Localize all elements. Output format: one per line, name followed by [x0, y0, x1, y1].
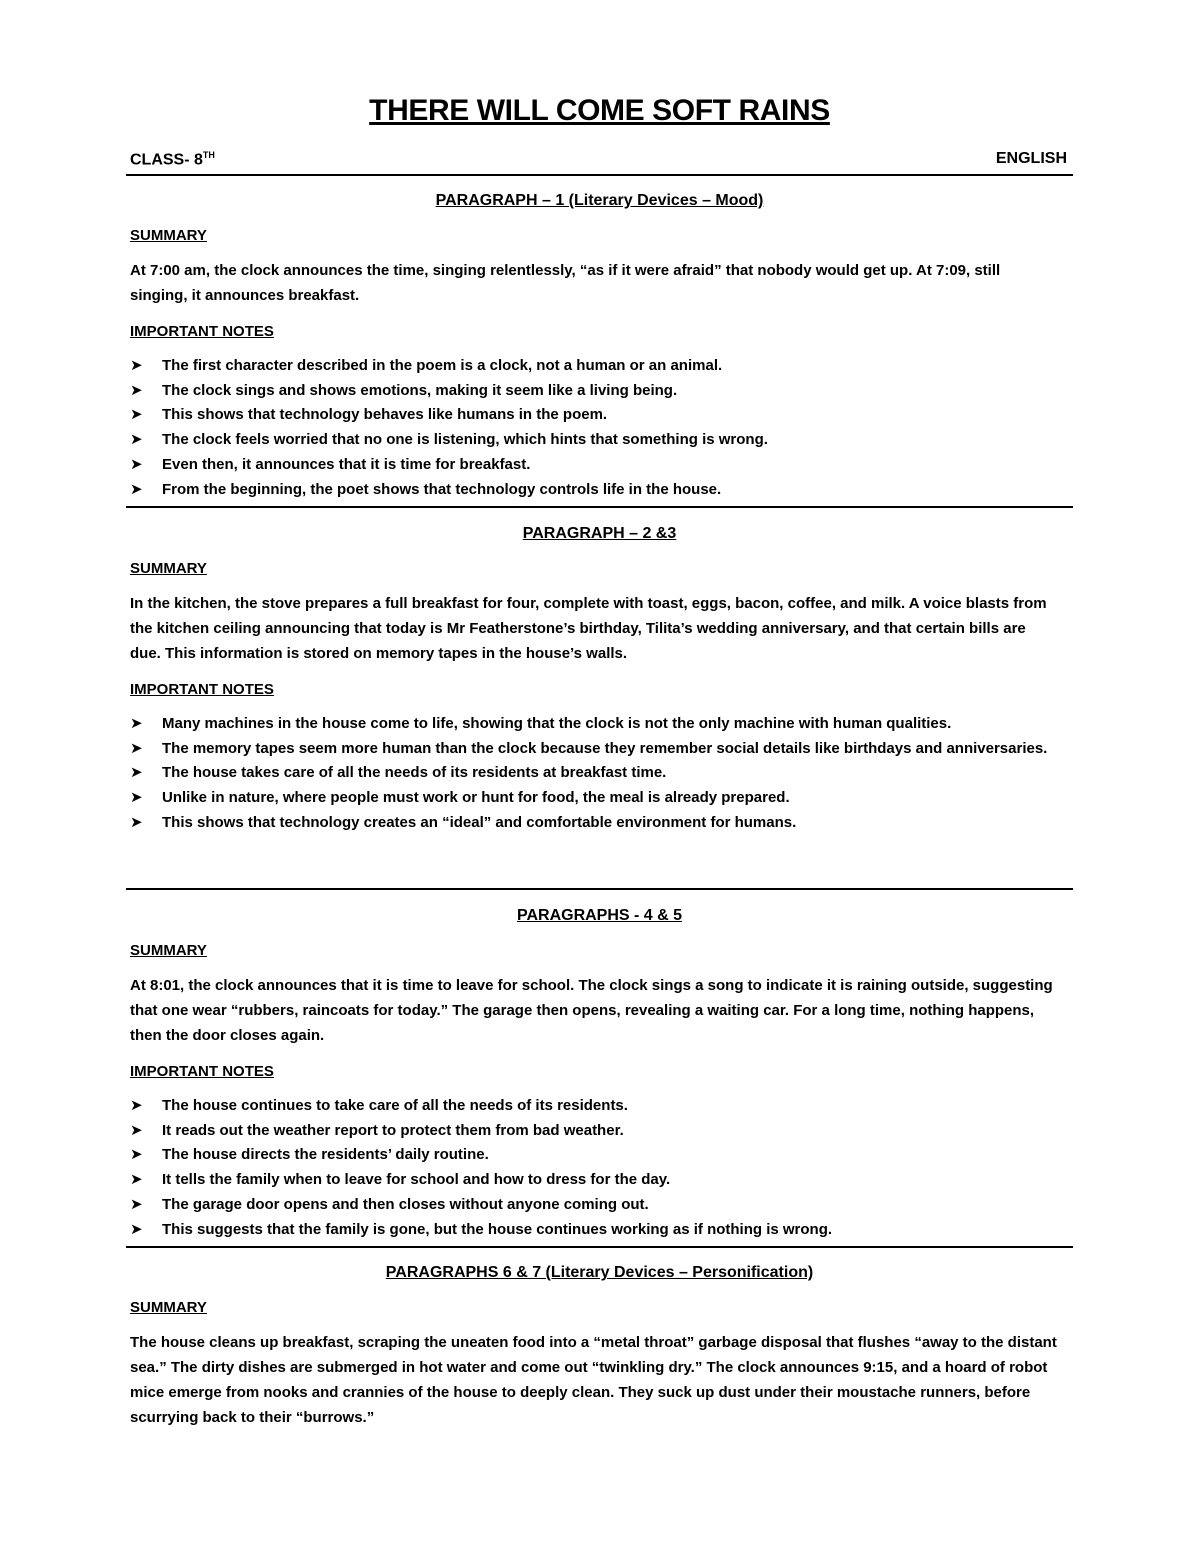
arrowhead-bullet-icon: ➤ [130, 1121, 143, 1139]
list-item: ➤ The house takes care of all the needs of its residents at breakfast time. [130, 761, 1062, 786]
list-item: ➤ Unlike in nature, where people must work or hunt for food, the meal is already prepared. [130, 786, 1062, 811]
summary-text: At 7:00 am, the clock announces the time, singing relentlessly, “as if it were afraid” that nobody would get up. At 7:09, still singing, it announces breakfast. [130, 262, 1001, 304]
summary-label: SUMMARY [130, 227, 207, 244]
section-heading: PARAGRAPHS 6 & 7 (Literary Devices – Personification) [385, 1264, 814, 1281]
list-item: ➤ It tells the family when to leave for school and how to dress for the day. [130, 1168, 1062, 1193]
list-item: ➤ This shows that technology behaves like humans in the poem. [130, 403, 1062, 428]
section-paragraphs-6-7 [126, 1262, 1073, 1430]
arrowhead-bullet-icon: ➤ [130, 1195, 143, 1213]
arrowhead-bullet-icon: ➤ [130, 764, 143, 782]
list-item: ➤ This shows that technology creates an “ideal” and comfortable environment for humans. [130, 811, 1062, 836]
summary-label: SUMMARY [130, 1299, 207, 1316]
arrowhead-bullet-icon: ➤ [130, 455, 143, 473]
notes-label: IMPORTANT NOTES [130, 323, 274, 340]
section-divider [126, 1246, 1073, 1248]
section-paragraphs-4-5 [126, 905, 1073, 1242]
section-divider [126, 888, 1073, 890]
arrowhead-bullet-icon: ➤ [130, 715, 143, 732]
document-title: THERE WILL COME SOFT RAINS [369, 94, 830, 127]
list-item: ➤ The house continues to take care of all the needs of its residents. [130, 1094, 1062, 1119]
summary-text: In the kitchen, the stove prepares a full breakfast for four, complete with toast, eggs, bacon, coffee, and milk. A voice blasts from the kitchen ceiling announcing that today is Mr Featherstone’s birthday, Tilita’s wedding anniversary, and that certain bills are due. This information is stored on memory tapes in the house’s walls. [130, 595, 1047, 662]
arrowhead-bullet-icon: ➤ [130, 431, 143, 449]
list-item: ➤ The first character described in the poem is a clock, not a human or an animal. [130, 354, 1062, 379]
class-subject-row [126, 148, 1073, 176]
list-item: ➤ This suggests that the family is gone, but the house continues working as if nothing is wrong. [130, 1218, 1062, 1243]
section-paragraph-1 [126, 190, 1073, 502]
arrowhead-bullet-icon: ➤ [130, 381, 143, 399]
arrowhead-bullet-icon: ➤ [130, 1220, 143, 1238]
notes-label: IMPORTANT NOTES [130, 1063, 274, 1080]
section-heading: PARAGRAPHS - 4 & 5 [516, 907, 683, 924]
notes-list [130, 1094, 1073, 1242]
summary-text: The house cleans up breakfast, scraping the uneaten food into a “metal throat” garbage disposal that flushes “away to the distant sea.” The dirty dishes are submerged in hot water and come out “twinkling dry.” The clock announces 9:15, and a hoard of robot mice emerge from nooks and crannies of the house to deeply clean. They suck up dust under their moustache runners, before scurrying back to their “burrows.” [130, 1334, 1057, 1426]
list-item: ➤ The clock sings and shows emotions, making it seem like a living being. [130, 379, 1062, 404]
arrowhead-bullet-icon: ➤ [130, 739, 143, 757]
arrowhead-bullet-icon: ➤ [130, 1171, 143, 1189]
subject-label: ENGLISH [995, 150, 1067, 167]
arrowhead-bullet-icon: ➤ [130, 480, 143, 498]
list-item: ➤ Even then, it announces that it is time for breakfast. [130, 453, 1062, 478]
arrowhead-bullet-icon: ➤ [130, 789, 143, 807]
list-item: ➤ The garage door opens and then closes without anyone coming out. [130, 1193, 1062, 1218]
notes-list [130, 354, 1073, 502]
notes-label: IMPORTANT NOTES [130, 681, 274, 698]
arrowhead-bullet-icon: ➤ [130, 357, 143, 374]
arrowhead-bullet-icon: ➤ [130, 813, 143, 831]
section-divider [126, 506, 1073, 508]
notes-list [130, 712, 1073, 836]
list-item: ➤ It reads out the weather report to protect them from bad weather. [130, 1119, 1062, 1144]
list-item: ➤ Many machines in the house come to life, showing that the clock is not the only machine with human qualities. [130, 712, 1062, 737]
class-label: CLASS- 8TH [130, 150, 215, 169]
list-item: ➤ The clock feels worried that no one is listening, which hints that something is wrong. [130, 428, 1062, 453]
arrowhead-bullet-icon: ➤ [130, 406, 143, 424]
section-paragraph-2-3 [126, 523, 1073, 836]
list-item: ➤ From the beginning, the poet shows that technology controls life in the house. [130, 478, 1062, 503]
arrowhead-bullet-icon: ➤ [130, 1146, 143, 1164]
section-heading: PARAGRAPH – 2 &3 [522, 525, 677, 542]
class-superscript: TH [202, 150, 215, 160]
list-item: ➤ The memory tapes seem more human than the clock because they remember social details like birthdays and anniversaries. [130, 737, 1062, 762]
arrowhead-bullet-icon: ➤ [130, 1097, 143, 1114]
summary-label: SUMMARY [130, 942, 207, 959]
section-heading: PARAGRAPH – 1 (Literary Devices – Mood) [435, 192, 764, 209]
list-item: ➤ The house directs the residents’ daily routine. [130, 1143, 1062, 1168]
summary-label: SUMMARY [130, 560, 207, 577]
summary-text: At 8:01, the clock announces that it is time to leave for school. The clock sings a song to indicate it is raining outside, suggesting that one wear “rubbers, raincoats for today.” The garage then opens, revealing a waiting car. For a long time, nothing happens, then the door closes again. [130, 977, 1053, 1044]
